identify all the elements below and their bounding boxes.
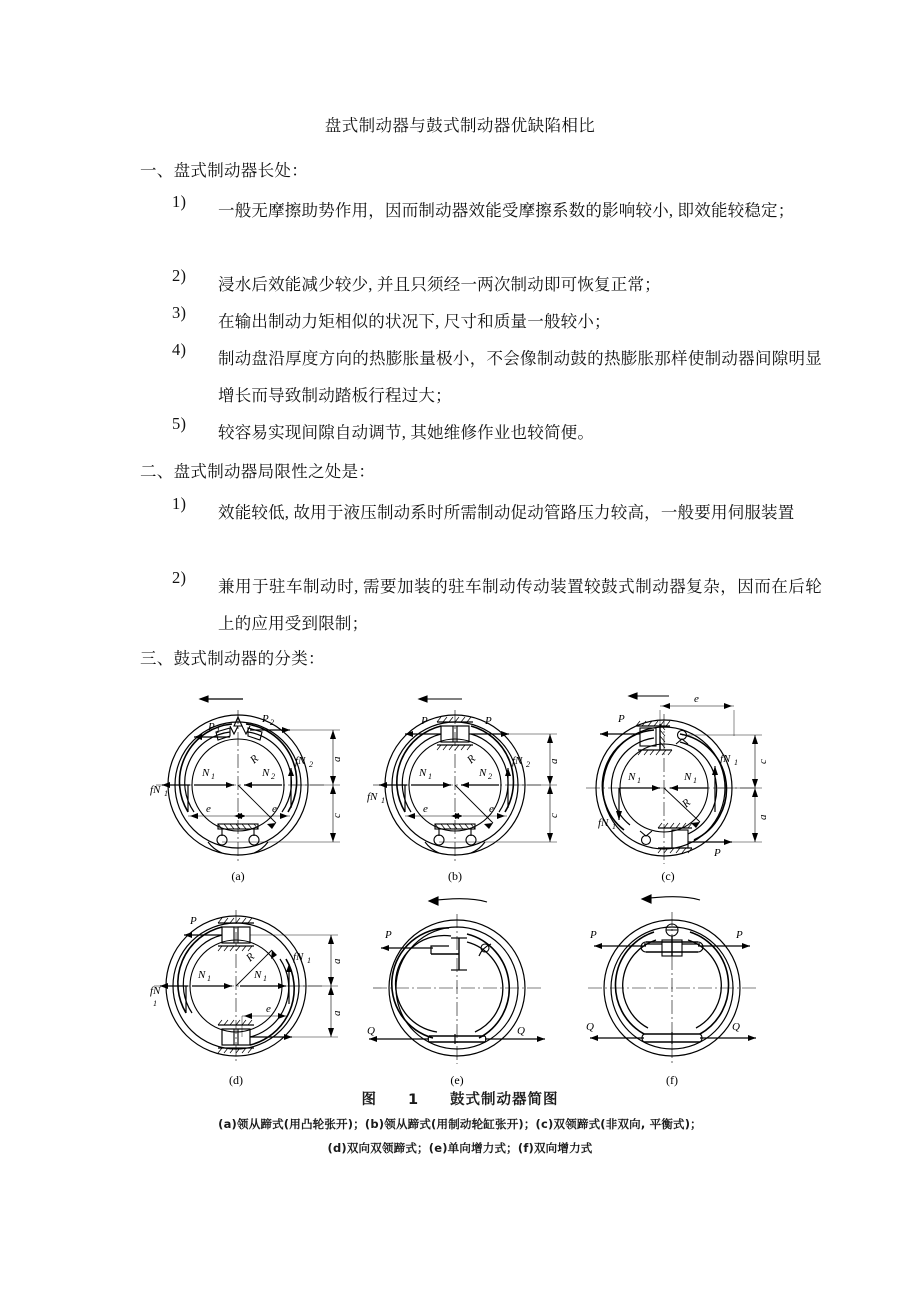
dimension-label-a: a [548,758,560,764]
svg-text:1: 1 [693,776,697,785]
list-item [172,266,822,303]
svg-text:2: 2 [270,718,274,727]
force-label-fN1: fN [367,791,378,803]
list-item-text: 浸水后效能减少较少, 并且只须经一两次制动即可恢复正常； [218,275,661,294]
dimension-label-c: c [757,759,769,764]
force-label-N1: N [202,767,210,779]
force-label-P-right: P [736,929,743,941]
svg-text:2: 2 [309,760,313,769]
dimension-label-a: a [331,756,343,762]
list-item-number: 2) [172,266,187,285]
dimension-label-e: e [694,693,699,705]
figure-panel-a [150,690,356,886]
rotation-arrow-icon [419,696,462,702]
force-label-N2: N [479,767,487,779]
svg-text:1: 1 [734,758,738,767]
dimension-label-a: a [757,814,769,820]
force-label-N1-right: N [684,771,692,783]
list-item [172,303,822,340]
force-label-fN1-right: fN [293,951,304,963]
svg-text:2: 2 [271,772,275,781]
list-item-text: 较容易实现间隙自动调节, 其她维修作业也较简便。 [218,423,595,442]
list-item [172,340,822,414]
svg-text:1: 1 [263,974,267,983]
force-label-N1-left: N [198,969,206,981]
dimension-label-e-left: e [206,803,211,815]
list-item-number: 1) [172,192,187,211]
figure-number-title: 图 1 鼓式制动器简图 [361,1092,559,1108]
svg-text:1: 1 [216,726,220,735]
svg-text:2: 2 [526,760,530,769]
svg-text:1: 1 [207,974,211,983]
panel-label-c: (c) [661,869,675,883]
figure-panel-d [150,894,356,1090]
dimension-label-R: R [464,752,479,767]
list-item-number: 4) [172,340,187,359]
list-item-number: 5) [172,414,187,433]
svg-text:2: 2 [488,772,492,781]
dimension-label-a-bottom: a [331,1010,343,1016]
rotation-arrow-icon [200,696,243,702]
figure-panel-c [584,690,790,886]
force-label-Q-left: Q [367,1025,375,1037]
force-label-N1: N [419,767,427,779]
list-item-number: 2) [172,568,187,587]
force-label-P-left: P [421,715,428,727]
force-label-P2: P [262,713,269,725]
force-label-P1: P [208,721,215,733]
svg-text:1: 1 [428,772,432,781]
dimension-label-c: c [548,813,560,818]
list-item-text: 在输出制动力矩相似的状况下, 尺寸和质量一般较小； [218,312,611,331]
force-label-fN1-left: fN [598,817,609,829]
force-label-Q-right: Q [517,1025,525,1037]
list-item-text: 效能较低, 故用于液压制动系时所需制动促动管路压力较高，一般要用伺服装置 [218,503,795,522]
page-title: 盘式制动器与鼓式制动器优缺陷相比 [324,116,596,135]
dimension-label-R: R [247,752,262,767]
figure-caption-line-1: (a)领从蹄式(用凸轮张开)；(b)领从蹄式(用制动轮缸张开)；(c)双领蹄式(非双向, 平衡式)； [218,1117,702,1131]
list-item [172,414,822,451]
panel-label-e: (e) [450,1073,464,1087]
panel-label-a: (a) [231,869,245,883]
svg-text:1: 1 [153,999,157,1008]
force-label-Q-left: Q [586,1021,594,1033]
dimension-label-R: R [243,950,258,965]
svg-text:1: 1 [307,956,311,965]
dimension-label-e-left: e [423,803,428,815]
figure-caption-line-2: (d)双向双领蹄式；(e)单向增力式；(f)双向增力式 [327,1141,593,1155]
section-heading-2: 二、盘式制动器局限性之处是： [140,462,376,481]
svg-text:1: 1 [637,776,641,785]
svg-text:1: 1 [381,796,385,805]
svg-text:1: 1 [164,789,168,798]
force-label-P: P [190,915,197,927]
list-item-number: 3) [172,303,187,322]
force-label-P-left: P [590,929,597,941]
svg-text:1: 1 [211,772,215,781]
force-label-P-top: P [618,713,625,725]
force-label-fN1: fN [150,784,161,796]
list-item-number: 1) [172,494,187,513]
panel-label-f: (f) [666,1073,678,1087]
list-item-text: 兼用于驻车制动时, 需要加装的驻车制动传动装置较鼓式制动器复杂，因而在后轮上的应用受到限制； [218,577,822,633]
rotation-arrow-icon [629,693,669,699]
svg-text:1: 1 [612,822,616,831]
list-item-text: 一般无摩擦助势作用，因而制动器效能受摩擦系数的影响较小, 即效能较稳定； [218,201,795,220]
rotation-arrow-icon [642,895,700,903]
panel-label-d: (d) [229,1073,243,1087]
figure-panel-f [584,894,790,1090]
figure-row-top [150,690,790,886]
force-label-N2: N [262,767,270,779]
dimension-label-c: c [331,813,343,818]
list-item [172,568,822,642]
figure-drum-brake-diagrams [150,690,790,1090]
force-label-P-bottom: P [714,847,721,859]
force-label-fN2: fN [512,755,523,767]
force-label-P: P [385,929,392,941]
dimension-label-e: e [266,1003,271,1015]
dimension-label-R: R [679,796,694,811]
force-label-N1-right: N [254,969,262,981]
panel-label-b: (b) [448,869,462,883]
force-label-Q-right: Q [732,1021,740,1033]
force-label-fN1-left: fN [150,985,161,997]
rotation-arrow-icon [429,897,487,905]
force-label-fN2: fN [295,755,306,767]
dimension-label-e-right: e [272,803,277,815]
section-heading-1: 一、盘式制动器长处： [140,161,308,180]
list-item-text: 制动盘沿厚度方向的热膨胀量极小，不会像制动鼓的热膨胀那样使制动器间隙明显增长而导致制动踏板行程过大； [218,349,822,405]
list-item [172,494,822,531]
dimension-label-a-top: a [331,958,343,964]
section-heading-3: 三、鼓式制动器的分类： [140,649,325,668]
figure-row-bottom [150,894,790,1090]
force-label-P-right: P [485,715,492,727]
list-item [172,192,822,229]
force-label-fN1-right: fN [720,753,731,765]
figure-panel-b [367,690,573,886]
force-label-N1-left: N [628,771,636,783]
figure-panel-e [367,894,573,1090]
dimension-label-e-right: e [489,803,494,815]
